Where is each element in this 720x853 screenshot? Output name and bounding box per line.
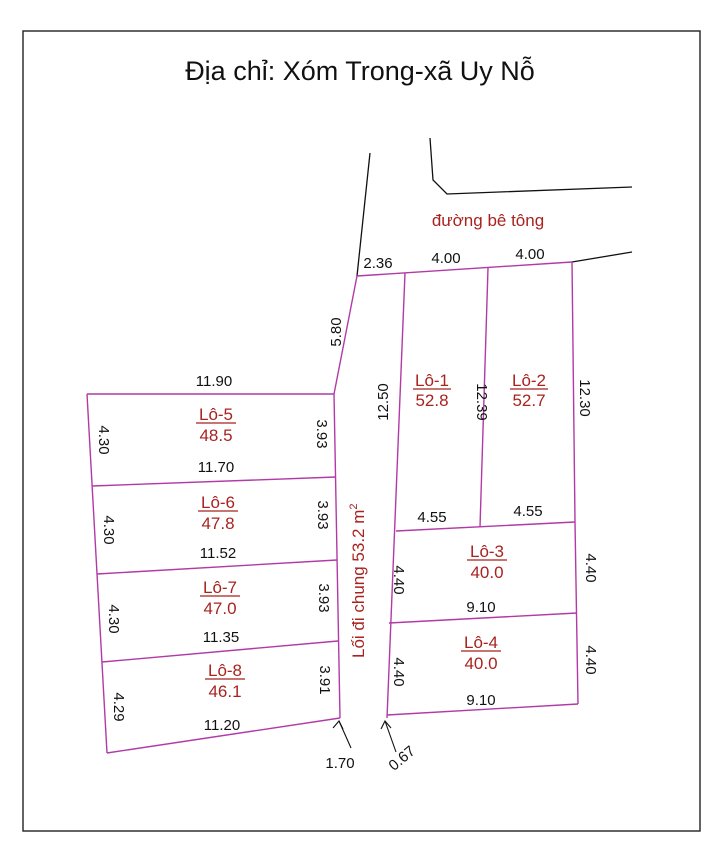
lot-label-6 xyxy=(198,493,238,533)
lot-label-3 xyxy=(467,542,507,582)
lot-label-5 xyxy=(196,405,236,445)
dim-lot4-left: 4.40 xyxy=(390,657,407,687)
lot-name: Lô-7 xyxy=(202,578,238,597)
dim-entry-left: 1.70 xyxy=(325,755,355,772)
dim-lot7-bottom: 11.35 xyxy=(202,629,240,646)
lot-name: Lô-6 xyxy=(200,493,236,512)
dim-top-a: 2.36 xyxy=(363,255,393,272)
common-path-label: Lối đi chung 53.2 $m^2$ xyxy=(348,503,368,658)
lot-name: Lô-2 xyxy=(511,371,547,390)
lot-label-1 xyxy=(413,371,451,410)
dim-lot7-right: 3.93 xyxy=(315,583,332,613)
lot-area: 48.5 xyxy=(199,426,233,445)
lot-name: Lô-8 xyxy=(207,661,243,680)
lot-name: Lô-3 xyxy=(469,542,505,561)
dim-lot6-right: 3.93 xyxy=(314,500,331,530)
lot-area: 47.8 xyxy=(201,514,235,533)
lot-name: Lô-5 xyxy=(198,405,234,424)
dim-top-b: 4.00 xyxy=(431,250,461,267)
dim-lot6-left: 4.30 xyxy=(100,515,117,545)
dim-lot5-left: 4.30 xyxy=(95,425,112,455)
dim-lot6-bottom: 11.52 xyxy=(199,545,237,562)
lot-area: 40.0 xyxy=(470,563,504,582)
dim-lot3-left: 4.40 xyxy=(390,565,407,595)
lot-label-2 xyxy=(510,371,548,410)
dim-lot1-bottom: 4.55 xyxy=(417,509,447,526)
dim-lot5-top: 11.90 xyxy=(195,373,233,390)
road-label: đường bê tông xyxy=(431,211,545,230)
dim-path-right: 12.50 xyxy=(375,383,392,421)
lot-label-8 xyxy=(205,661,245,701)
entry-arrow-left xyxy=(333,721,351,748)
dim-lot2-right: 12.30 xyxy=(576,379,593,417)
lot-area: 52.7 xyxy=(512,391,546,410)
lot-name: Lô-1 xyxy=(414,371,450,390)
dim-lot4-bottom: 9.10 xyxy=(466,692,496,709)
page-title: Địa chỉ: Xóm Trong-xã Uy Nỗ xyxy=(185,56,535,86)
dim-lot4-right: 4.40 xyxy=(582,645,599,675)
lot-area: 47.0 xyxy=(203,599,237,618)
dim-lot3-right: 4.40 xyxy=(582,553,599,583)
lot-label-4 xyxy=(461,633,501,673)
lot-area: 46.1 xyxy=(208,682,242,701)
dim-top-c: 4.00 xyxy=(515,246,545,263)
dim-lot5-right: 3.93 xyxy=(313,419,330,449)
dim-lot1-right: 12.39 xyxy=(473,383,490,421)
lot-area: 40.0 xyxy=(464,654,498,673)
dim-lot3-bottom: 9.10 xyxy=(466,599,496,616)
road-edge-right xyxy=(572,252,632,262)
lot-area: 52.8 xyxy=(415,391,449,410)
entry-arrow-right xyxy=(381,721,396,752)
road-edge-upper xyxy=(430,138,632,194)
dim-lot5-bottom: 11.70 xyxy=(197,459,235,476)
dim-entry-right: 0.67 xyxy=(385,742,419,775)
dim-lot8-right: 3.91 xyxy=(316,665,333,695)
lot-name: Lô-4 xyxy=(463,633,499,652)
dim-lot8-bottom: 11.20 xyxy=(203,717,241,734)
lot-label-7 xyxy=(200,578,240,618)
dim-lot7-left: 4.30 xyxy=(105,604,122,634)
dim-lot8-left: 4.29 xyxy=(110,692,127,722)
dim-lot2-bottom: 4.55 xyxy=(513,503,543,520)
dim-path-upper: 5.80 xyxy=(328,317,345,347)
